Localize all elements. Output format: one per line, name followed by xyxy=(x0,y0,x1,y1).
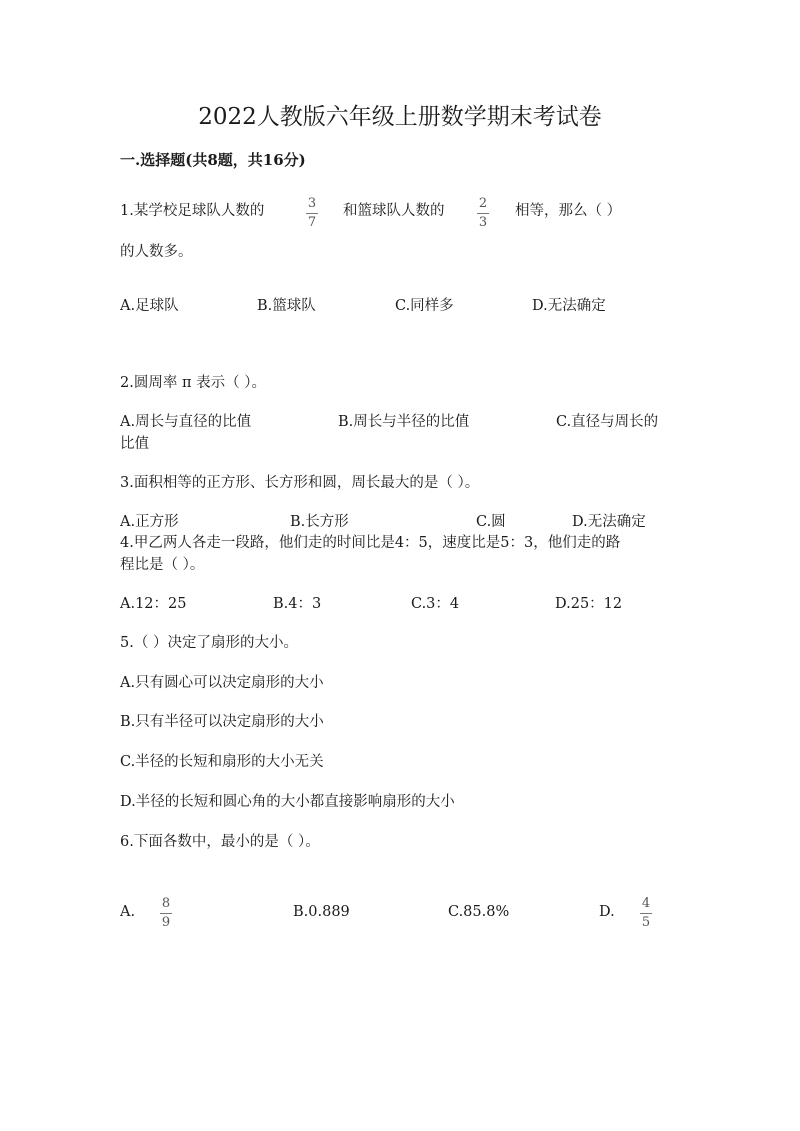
q3-option-c[interactable]: C.圆 xyxy=(476,514,506,530)
q1-text-part1: 1.某学校足球队人数的 xyxy=(120,203,265,219)
q5-option-a[interactable]: A.只有圆心可以决定扇形的大小 xyxy=(120,675,324,691)
q1-option-b[interactable]: B.篮球队 xyxy=(257,298,316,314)
q1-text-part3: 相等，那么（ ） xyxy=(515,203,622,219)
q6-option-a[interactable]: A. xyxy=(120,904,136,920)
q6-option-d[interactable]: D. xyxy=(599,904,615,920)
fraction-numerator: 4 xyxy=(641,896,651,911)
q4-option-a[interactable]: A.12：25 xyxy=(120,596,187,612)
q5-option-c[interactable]: C.半径的长短和扇形的大小无关 xyxy=(120,754,324,770)
q2-option-c[interactable]: C.直径与周长的 xyxy=(556,414,659,430)
fraction-denominator: 7 xyxy=(307,215,317,230)
fraction-denominator: 3 xyxy=(478,215,488,230)
q5-option-b[interactable]: B.只有半径可以决定扇形的大小 xyxy=(120,714,324,730)
q1-option-c[interactable]: C.同样多 xyxy=(395,298,454,314)
fraction-8-9 xyxy=(160,897,172,930)
fraction-3-7 xyxy=(306,197,318,230)
q4-option-b[interactable]: B.4：3 xyxy=(273,596,322,612)
q5-option-d[interactable]: D.半径的长短和圆心角的大小都直接影响扇形的大小 xyxy=(120,794,455,810)
q6-text: 6.下面各数中，最小的是（ ）。 xyxy=(120,834,320,850)
fraction-bar xyxy=(160,913,172,914)
q3-option-b[interactable]: B.长方形 xyxy=(290,514,349,530)
q3-option-d[interactable]: D.无法确定 xyxy=(572,514,646,530)
q1-text-line2: 的人数多。 xyxy=(120,244,193,260)
fraction-2-3 xyxy=(477,197,489,230)
q5-text: 5.（ ）决定了扇形的大小。 xyxy=(120,635,298,651)
q2-option-c-wrap: 比值 xyxy=(120,436,149,452)
q6-option-b[interactable]: B.0.889 xyxy=(293,904,350,920)
q2-text: 2.圆周率 π 表示（ ）。 xyxy=(120,375,266,391)
q4-option-c[interactable]: C.3：4 xyxy=(411,596,460,612)
section-heading: 一.选择题(共8题，共16分) xyxy=(120,151,306,169)
q3-option-a[interactable]: A.正方形 xyxy=(120,514,179,530)
fraction-denominator: 5 xyxy=(641,915,651,930)
q1-option-a[interactable]: A.足球队 xyxy=(120,298,179,314)
fraction-numerator: 3 xyxy=(307,196,317,211)
fraction-bar xyxy=(306,213,318,214)
q1-text-part2: 和篮球队人数的 xyxy=(343,203,445,219)
q2-option-a[interactable]: A.周长与直径的比值 xyxy=(120,414,252,430)
q4-text-line1: 4.甲乙两人各走一段路，他们走的时间比是4：5，速度比是5：3，他们走的路 xyxy=(120,535,621,551)
q3-text: 3.面积相等的正方形、长方形和圆，周长最大的是（ ）。 xyxy=(120,475,480,491)
fraction-bar xyxy=(477,213,489,214)
q1-option-d[interactable]: D.无法确定 xyxy=(532,298,606,314)
fraction-4-5 xyxy=(640,897,652,930)
page-title: 2022人教版六年级上册数学期末考试卷 xyxy=(198,104,602,130)
fraction-denominator: 9 xyxy=(161,915,171,930)
q4-text-line2: 程比是（ ）。 xyxy=(120,557,205,573)
fraction-bar xyxy=(640,913,652,914)
fraction-numerator: 8 xyxy=(161,896,171,911)
fraction-numerator: 2 xyxy=(478,196,488,211)
q4-option-d[interactable]: D.25：12 xyxy=(555,596,623,612)
q6-option-c[interactable]: C.85.8% xyxy=(448,904,510,920)
q2-option-b[interactable]: B.周长与半径的比值 xyxy=(338,414,470,430)
